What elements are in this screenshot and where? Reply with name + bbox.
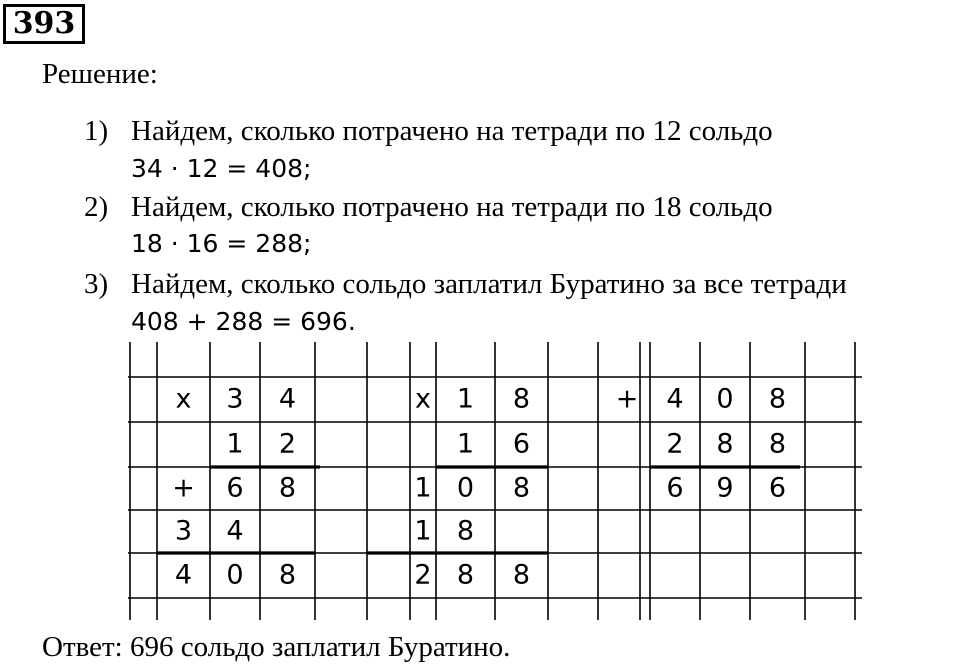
grid-digit: 1	[456, 428, 475, 460]
step-2-formula: 18 · 16 = 288;	[131, 229, 312, 258]
grid-digit: x	[415, 383, 431, 415]
grid-digit: 8	[512, 383, 531, 415]
grid-digit: 8	[456, 559, 475, 591]
grid-digit: 9	[716, 472, 734, 504]
grid-digit: 6	[666, 472, 684, 504]
grid-digit: 8	[768, 428, 787, 460]
grid-digit: 8	[456, 515, 475, 547]
step-3-marker: 3)	[84, 268, 109, 300]
grid-digit: 0	[456, 472, 475, 504]
grid-digit: 0	[226, 559, 244, 591]
grid-digit: 4	[226, 515, 244, 547]
grid-digit: 6	[226, 472, 244, 504]
grid-digit: 6	[768, 472, 787, 504]
grid-digit: 8	[716, 428, 734, 460]
grid-digit: 8	[768, 383, 787, 415]
grid-digit: x	[175, 383, 192, 415]
grid-digit: 6	[512, 428, 531, 460]
grid-digit: 3	[174, 515, 193, 547]
grid-digit: 2	[414, 559, 432, 591]
step-3-text: Найдем, сколько сольдо заплатил Буратино за все тетради	[131, 268, 847, 300]
grid-digit: +	[615, 383, 639, 415]
grid-digit: 2	[278, 428, 297, 460]
step-2-text: Найдем, сколько потрачено на тетради по 18 сольдо	[131, 191, 773, 223]
step-1-formula: 34 · 12 = 408;	[131, 154, 312, 183]
answer-line: Ответ: 696 сольдо заплатил Буратино.	[42, 631, 511, 663]
grid-digit: 4	[174, 559, 193, 591]
grid-digit: +	[172, 472, 195, 504]
problem-number: 393	[3, 4, 85, 44]
grid-digit: 1	[414, 472, 432, 504]
grid-digit: 1	[414, 515, 432, 547]
grid-digit: 2	[666, 428, 684, 460]
grid-digit: 1	[226, 428, 244, 460]
grid-digit: 4	[666, 383, 684, 415]
solution-label: Решение:	[42, 58, 158, 90]
step-2-marker: 2)	[84, 191, 109, 223]
step-1-marker: 1)	[84, 115, 109, 147]
grid-digit: 0	[716, 383, 734, 415]
grid-digit: 1	[456, 383, 475, 415]
grid-digit: 8	[278, 472, 297, 504]
grid-digit: 8	[512, 472, 531, 504]
step-1-text: Найдем, сколько потрачено на тетради по 12 сольдо	[131, 115, 773, 147]
grid-digit: 4	[278, 383, 297, 415]
grid-digit: 3	[226, 383, 244, 415]
step-3-formula: 408 + 288 = 696.	[131, 307, 356, 336]
grid-digit: 8	[512, 559, 531, 591]
grid-digit: 8	[278, 559, 297, 591]
